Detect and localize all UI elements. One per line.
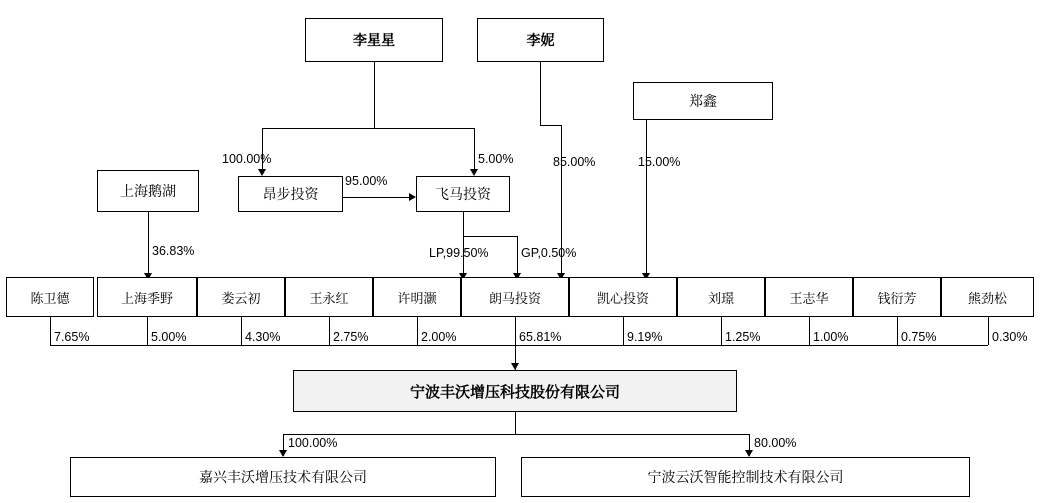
node-shareholder-louyunchu — [197, 277, 285, 317]
node-label: 上海季野 — [120, 290, 173, 306]
node-label: 朗马投资 — [488, 290, 541, 306]
node-shareholder-chenweide — [6, 277, 94, 317]
node-label: 郑鑫 — [689, 93, 717, 109]
arrow-company-to-jiaxing-icon — [279, 450, 287, 457]
edge-feima-lp-stem — [463, 212, 464, 236]
node-label: 昂步投资 — [262, 186, 319, 202]
node-shareholder-liujing — [677, 277, 765, 317]
edge-company-split — [283, 434, 749, 435]
edge-company-stem — [515, 412, 516, 434]
edge-lixingxing-stem — [374, 62, 375, 128]
node-shareholder-wangzhihua — [765, 277, 853, 317]
node-subsidiary-jiaxing — [70, 457, 496, 497]
node-label: 陈卫德 — [30, 290, 70, 306]
node-holding-feima — [416, 176, 510, 212]
edge-feima-lp-cross — [463, 236, 517, 237]
node-label: 嘉兴丰沃增压技术有限公司 — [199, 469, 367, 485]
node-shareholder-wangyonghong — [285, 277, 373, 317]
edge-chenweide-drop — [50, 317, 51, 345]
node-label: 娄云初 — [221, 290, 261, 306]
node-label: 王志华 — [789, 290, 829, 306]
edge-shanghaijiye-drop — [147, 317, 148, 345]
edge-label-liujing-percent: 1.25% — [725, 330, 761, 344]
node-label: 宁波丰沃增压科技股份有限公司 — [409, 383, 620, 401]
edge-kaixin-drop — [623, 317, 624, 345]
edge-ehu-to-langma — [148, 212, 149, 275]
edge-label-lixingxing-to-angbu: 100.00% — [222, 152, 272, 166]
node-person-zhengxin — [633, 82, 773, 120]
node-person-lixingxing — [305, 18, 443, 62]
edge-label-xumingxuan-percent: 2.00% — [421, 330, 457, 344]
edge-louyunchu-drop — [241, 317, 242, 345]
edge-feima-gp-drop — [517, 236, 518, 275]
node-person-lini — [477, 18, 604, 62]
arrow-company-to-yunwo-icon — [745, 450, 753, 457]
node-label: 凯心投资 — [596, 290, 649, 306]
node-shareholder-langma — [461, 277, 569, 317]
edge-xiongjinsong-drop — [988, 317, 989, 345]
edge-label-louyunchu-percent: 4.30% — [245, 330, 281, 344]
node-shareholder-shanghaijiye — [97, 277, 197, 317]
edge-shareholder-bus — [50, 345, 988, 346]
edge-label-ehu-to-langma: 36.83% — [152, 244, 195, 258]
edge-label-feima-lp: LP,99.50% — [429, 246, 489, 260]
node-label: 李妮 — [526, 32, 555, 48]
node-label: 刘璟 — [707, 290, 734, 306]
arrow-lixingxing-to-feima-icon — [470, 169, 478, 176]
node-shareholder-kaixin — [569, 277, 677, 317]
node-label: 上海鹅湖 — [120, 183, 176, 199]
edge-label-xiongjinsong-percent: 0.30% — [992, 330, 1028, 344]
node-label: 许明灏 — [397, 290, 437, 306]
node-shareholder-qianyanfang — [853, 277, 941, 317]
edge-angbu-to-feima — [343, 197, 409, 198]
edge-lini-stem — [540, 62, 541, 125]
node-label: 王永红 — [309, 290, 349, 306]
node-holding-angbu — [238, 176, 343, 212]
edge-label-chenweide-percent: 7.65% — [54, 330, 90, 344]
edge-label-shanghaijiye-percent: 5.00% — [151, 330, 187, 344]
edge-label-lini-to-kaixin: 85.00% — [553, 155, 596, 169]
edge-label-jiaxing-percent: 100.00% — [288, 436, 338, 450]
edge-label-angbu-to-feima: 95.00% — [345, 174, 388, 188]
edge-lixingxing-to-feima — [474, 128, 475, 170]
edge-label-feima-gp: GP,0.50% — [521, 246, 577, 260]
node-holding-shanghai-ehu — [97, 170, 199, 212]
edge-zhengxin-stem — [646, 120, 647, 275]
node-label: 熊劲松 — [967, 290, 1007, 306]
node-label: 李星星 — [353, 32, 395, 48]
edge-xumingxuan-drop — [417, 317, 418, 345]
node-company-fengwo — [293, 370, 737, 412]
edge-liujing-drop — [721, 317, 722, 345]
node-label: 宁波云沃智能控制技术有限公司 — [647, 469, 844, 485]
edge-label-wangzhihua-percent: 1.00% — [813, 330, 849, 344]
edge-lixingxing-split — [262, 128, 474, 129]
edge-label-lixingxing-to-feima: 5.00% — [478, 152, 514, 166]
arrow-angbu-to-feima-icon — [409, 193, 416, 201]
edge-qianyanfang-drop — [897, 317, 898, 345]
edge-wangzhihua-drop — [809, 317, 810, 345]
edge-label-qianyanfang-percent: 0.75% — [901, 330, 937, 344]
node-shareholder-xiongjinsong — [941, 277, 1034, 317]
edge-wangyonghong-drop — [329, 317, 330, 345]
arrow-bus-to-company-icon — [511, 363, 519, 370]
edge-label-wangyonghong-percent: 2.75% — [333, 330, 369, 344]
edge-label-kaixin-percent: 9.19% — [627, 330, 663, 344]
edge-langma-drop — [515, 317, 516, 345]
node-label: 钱衍芳 — [877, 290, 917, 306]
node-shareholder-xumingxuan — [373, 277, 461, 317]
edge-label-zhengxin-to-kaixin: 15.00% — [638, 155, 681, 169]
node-subsidiary-yunwo — [521, 457, 970, 497]
arrow-lixingxing-to-angbu-icon — [258, 169, 266, 176]
edge-label-yunwo-percent: 80.00% — [754, 436, 797, 450]
node-label: 飞马投资 — [435, 186, 491, 202]
edge-label-langma-percent: 65.81% — [519, 330, 562, 344]
edge-lini-split — [540, 125, 561, 126]
